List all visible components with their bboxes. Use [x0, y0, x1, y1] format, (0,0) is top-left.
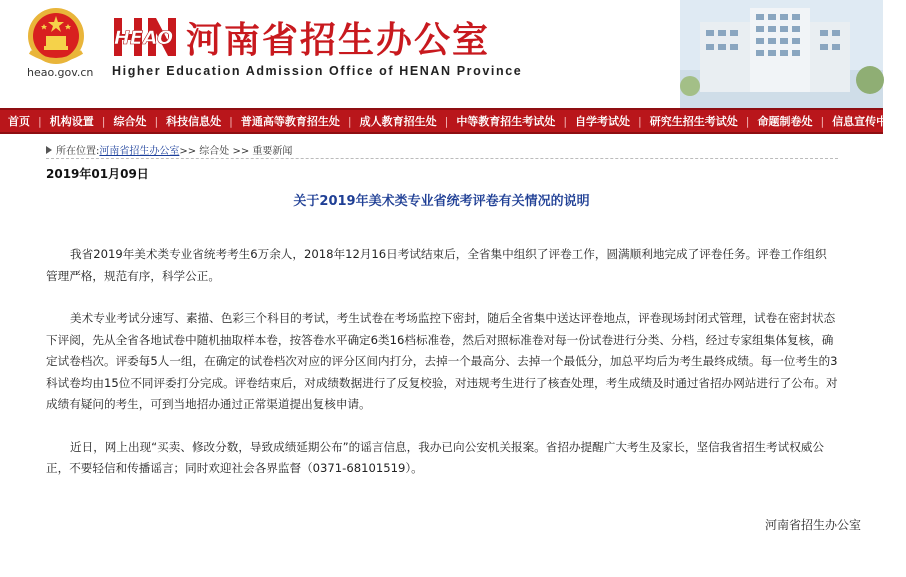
breadcrumb-trail: >> 综合处 >> 重要新闻: [179, 146, 293, 157]
nav-separator: |: [154, 114, 159, 128]
nav-item-adult-ed[interactable]: 成人教育招生处: [359, 115, 437, 128]
nav-item-home[interactable]: 首页: [8, 115, 30, 128]
breadcrumb: [46, 141, 838, 159]
breadcrumb-arrow-icon: [46, 146, 52, 154]
site-logo[interactable]: [112, 14, 490, 60]
article-paragraph: 近日，网上出现“买卖、修改分数，导致成绩延期公布”的谣言信息，我办已向公安机关报案。省招办提醒广大考生及家长，坚信我省招生考试权威公正，不要轻信和传播谣言；同时欢迎社会各界监督（0371-68101519）。: [46, 439, 825, 475]
nav-item-info-center[interactable]: 信息宣传中心: [832, 115, 899, 128]
nav-separator: |: [638, 114, 642, 128]
article-body: [46, 244, 838, 501]
nav-separator: |: [229, 114, 233, 128]
site-title-cn: 河南省招生办公室: [186, 19, 491, 61]
nav-separator: |: [563, 114, 568, 128]
nav-item-tech-info[interactable]: 科技信息处: [166, 115, 222, 128]
breadcrumb-prefix: 所在位置:: [56, 146, 100, 157]
nav-separator: |: [745, 114, 750, 128]
site-title-en: Higher Education Admission Office of HENAN Province: [112, 64, 523, 78]
breadcrumb-home-link[interactable]: 河南省招生办公室: [99, 146, 180, 157]
nav-separator: |: [101, 114, 106, 128]
heao-abbr: HEAO: [114, 27, 174, 49]
nav-separator: |: [820, 114, 825, 128]
article-date: 2019年01月09日: [46, 167, 149, 181]
article-paragraph: 我省2019年美术类专业省统考考生6万余人，2018年12月16日考试结束后，全省集中组织了评卷工作，圆满顺利地完成了评卷任务。评卷工作组织管理严格，规范有序，科学公正。: [46, 247, 827, 283]
nav-item-exam-papers[interactable]: 命题制卷处: [757, 115, 813, 128]
nav-item-organization[interactable]: 机构设置: [49, 115, 94, 128]
nav-item-general-office[interactable]: 综合处: [113, 115, 147, 128]
national-emblem-icon: [22, 6, 90, 66]
nav-separator: |: [444, 114, 449, 128]
main-nav: [0, 108, 899, 134]
office-building-image: [680, 0, 883, 108]
article-title: 关于2019年美术类专业省统考评卷有关情况的说明: [293, 194, 590, 209]
nav-item-self-study[interactable]: 自学考试处: [575, 115, 631, 128]
nav-item-graduate[interactable]: 研究生招生考试处: [649, 115, 738, 128]
nav-separator: |: [347, 114, 352, 128]
nav-item-secondary-ed[interactable]: 中等教育招生考试处: [456, 115, 556, 128]
site-url: heao.gov.cn: [27, 66, 94, 79]
heao-logo: [112, 14, 184, 60]
nav-item-higher-ed[interactable]: 普通高等教育招生处: [240, 115, 340, 128]
nav-separator: |: [38, 114, 42, 128]
site-header: [0, 0, 883, 108]
article-signature: 河南省招生办公室: [764, 518, 861, 532]
article-paragraph: 美术专业考试分速写、素描、色彩三个科目的考试，考生试卷在考场监控下密封，随后全省集中送达评卷地点，评卷现场封闭式管理，试卷在密封状态下评阅，先从全省各地试卷中随机抽取样本卷，按答卷水平确定6类16档标准卷，然后对照标准卷对每一份试卷进行分类、分档，经过专家组集体复核，确定试卷档次。评委每5人一组，在确定的试卷档次对应的评分区间内打分，去掉一个最高分、去掉一个最低分，加总平均后为考生最终成绩。每一位考生的3科试卷均由15位不同评委打分完成。评卷结束后，对成绩数据进行了反复校验，对违规考生进行了核查处理，考生成绩及时通过省招办网站进行了公布。对成绩有疑问的考生，可到当地招办通过正常渠道提出复核申请。: [46, 311, 838, 411]
